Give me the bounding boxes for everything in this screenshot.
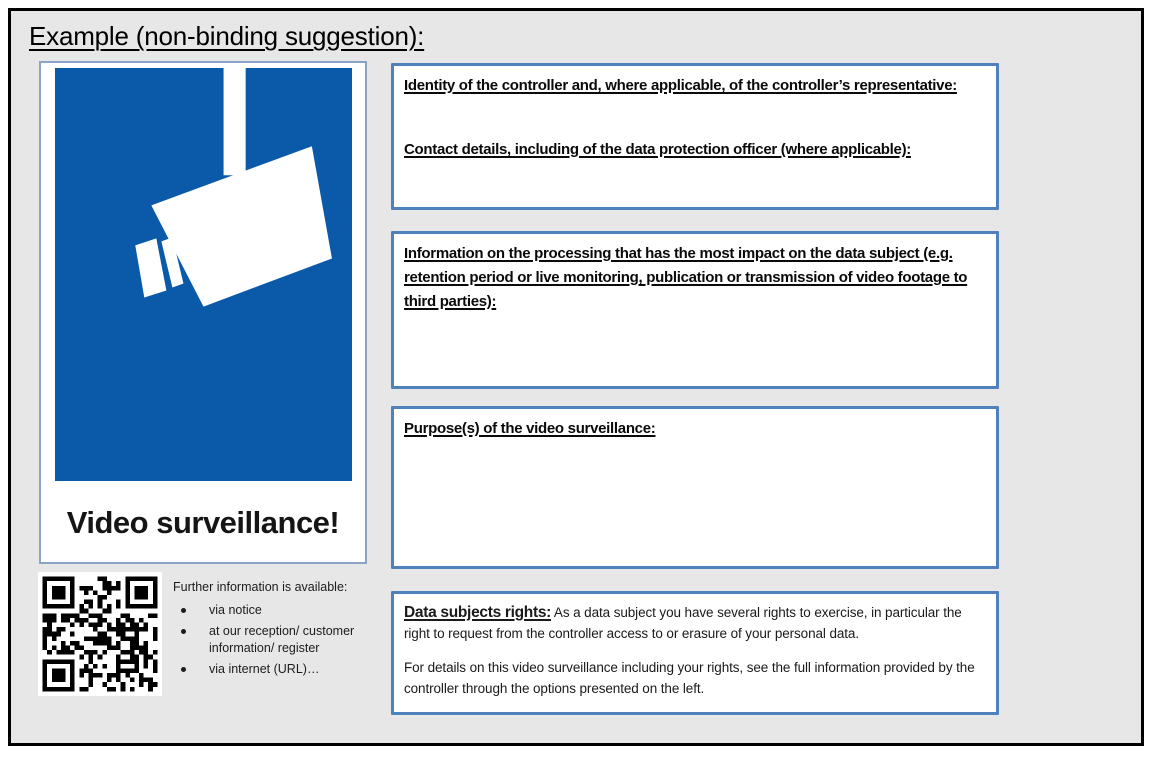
sign-label: Video surveillance! <box>66 505 340 540</box>
qr-code <box>38 572 162 696</box>
list-item-reception: at our reception/ customer information/ register <box>173 623 385 657</box>
purpose-heading: Purpose(s) of the video surveillance: <box>404 420 656 437</box>
further-info-list <box>173 602 385 678</box>
controller-identity-box <box>391 63 999 210</box>
rights-paragraph-2: For details on this video surveillance including your rights, see the full information provided by the controller through the options presented on the left. <box>404 660 975 696</box>
list-item-internet: via internet (URL)… <box>173 661 385 678</box>
contact-details-heading: Contact details, including of the data protection officer (where applicable): <box>404 141 911 158</box>
page-title: Example (non-binding suggestion): <box>29 21 425 51</box>
document-frame <box>8 8 1144 746</box>
identity-heading: Identity of the controller and, where applicable, of the controller’s representative: <box>404 77 957 94</box>
list-item-via-notice: via notice <box>173 602 385 619</box>
further-info-block <box>173 579 385 682</box>
data-subject-rights-box <box>391 591 999 715</box>
further-info-heading: Further information is available: <box>173 580 348 594</box>
processing-impact-heading: Information on the processing that has the most impact on the data subject (e.g. retention period or live monitoring, publication or transmission of video footage to third parties): <box>404 245 968 310</box>
video-surveillance-sign <box>39 61 367 564</box>
cctv-camera-icon <box>55 68 352 481</box>
processing-impact-box <box>391 231 999 389</box>
rights-paragraph-1 <box>404 602 986 644</box>
purpose-box <box>391 406 999 569</box>
rights-paragraph-1-text: As a data subject you have several rights to exercise, in particular the right to request from the controller access to or erasure of your personal data. <box>404 605 962 641</box>
rights-lead: Data subjects rights: <box>404 604 552 621</box>
